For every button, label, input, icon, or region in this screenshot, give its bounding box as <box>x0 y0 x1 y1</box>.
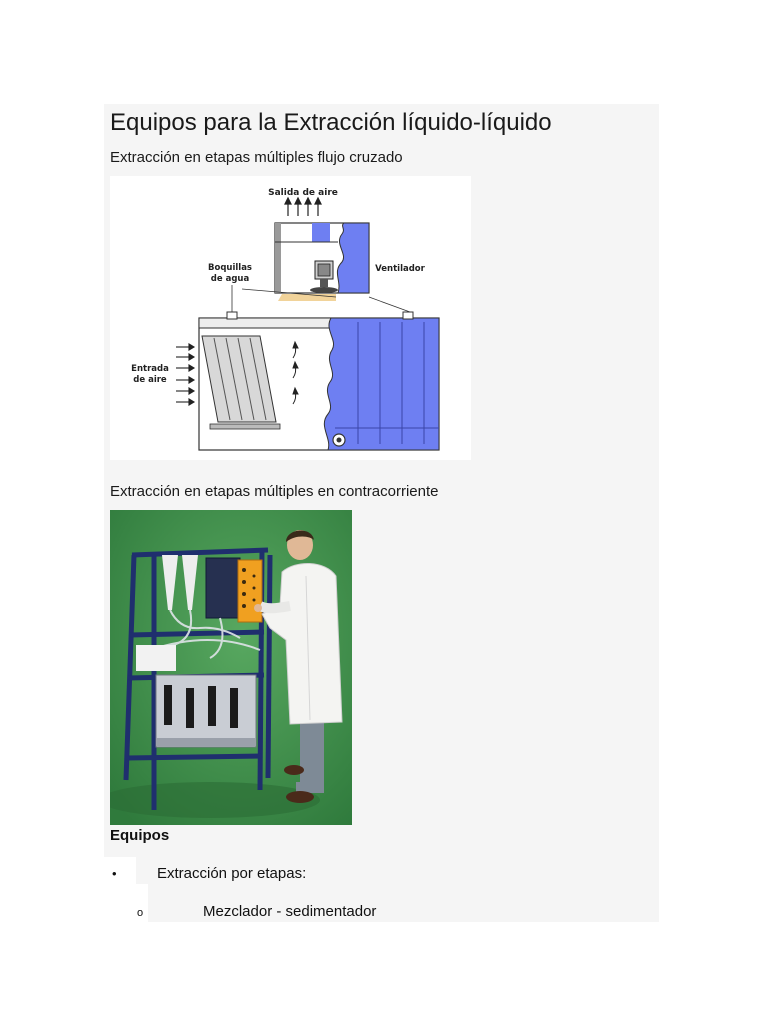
section-heading-crossflow: Extracción en etapas múltiples flujo cruzado <box>110 149 403 166</box>
label-air-inlet-2: de aire <box>133 375 167 385</box>
label-air-inlet-1: Entrada <box>131 364 169 374</box>
stack-blue-top <box>312 223 330 242</box>
section-heading-countercurrent: Extracción en etapas múltiples en contracorriente <box>110 483 439 500</box>
list-bullet: • <box>112 866 117 881</box>
label-water-nozzles-1: Boquillas <box>208 263 252 273</box>
tower-blue-cutaway <box>324 318 439 450</box>
photo-svg <box>110 510 352 825</box>
white-container <box>136 645 176 671</box>
sublist-bullet: o <box>137 907 144 919</box>
crossflow-extraction-diagram <box>110 176 471 460</box>
label-fan: Ventilador <box>375 264 425 274</box>
stack-shade <box>275 223 281 293</box>
diagram-svg <box>110 176 471 460</box>
label-air-outlet: Salida de aire <box>268 188 338 198</box>
equipment-heading: Equipos <box>110 827 170 844</box>
mixer-settler-units <box>156 675 256 747</box>
orange-control-panel <box>238 560 262 622</box>
control-box <box>206 558 240 618</box>
countercurrent-equipment-photo <box>110 510 352 825</box>
list-margin <box>104 857 136 927</box>
document-title: Equipos para la Extracción líquido-líquido <box>110 109 552 136</box>
water-band <box>278 294 336 301</box>
list-item-staged-extraction: Extracción por etapas: <box>157 865 307 882</box>
label-water-nozzles-2: de agua <box>210 274 250 284</box>
list-item-mixer-settler: Mezclador - sedimentador <box>203 903 377 920</box>
